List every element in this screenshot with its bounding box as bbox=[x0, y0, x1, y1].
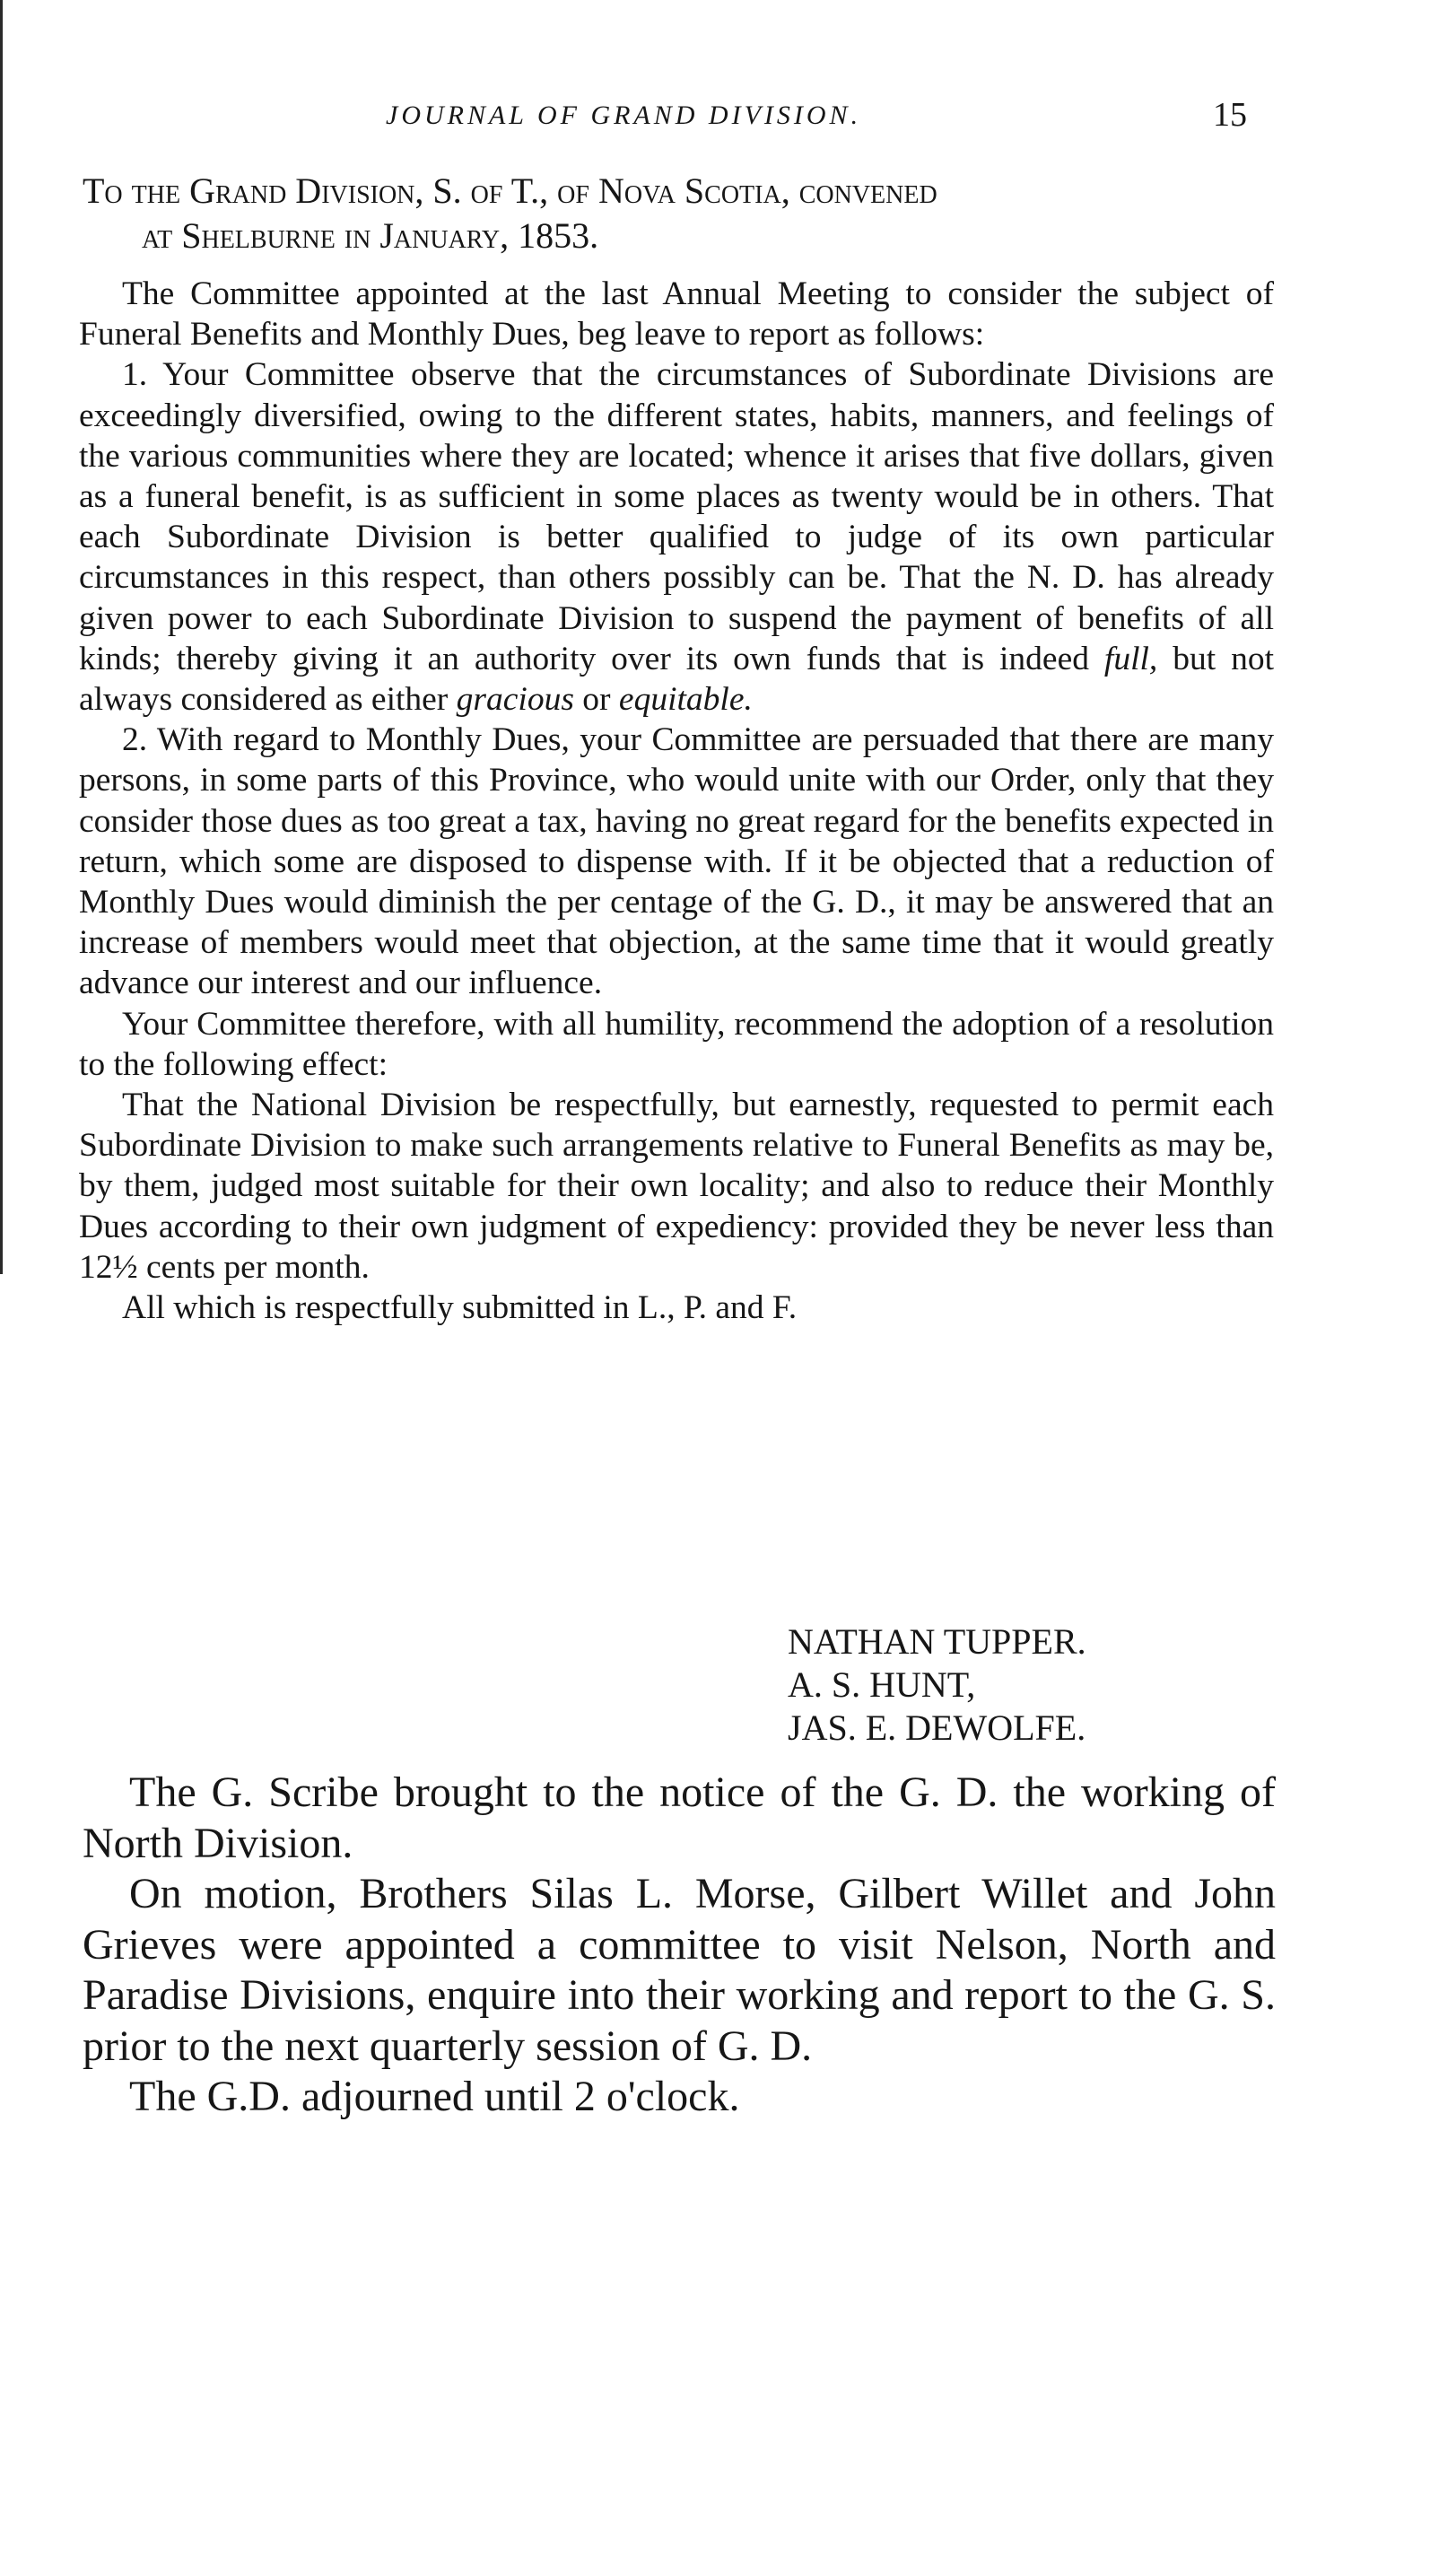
report-heading-line-1: To the Grand Division, S. of T., of Nova Scotia, convened bbox=[83, 170, 937, 211]
page-number: 15 bbox=[1213, 96, 1247, 134]
report-point-1-text: 1. Your Committee observe that the circumstances of Subordinate Divisions are exceedingly diversified, owing to the different states, habits, manners, and feelings of the various communities where they are located; whence it arises that five dollars, given as a funeral benefit, is as sufficient in some places as twenty would be in others. That each Subordinate Division is better qualified to judge of its own particular circumstances in this respect, than others possibly can be. That the N. D. has already given power to each Subordinate Division to suspend the payment of benefits of all kinds; thereby giving it an authority over its own funds that is indeed bbox=[79, 356, 1274, 677]
report-point-1-gracious: gracious bbox=[456, 681, 574, 719]
report-heading bbox=[83, 169, 1276, 258]
report-resolution: That the National Division be respectfully, but earnestly, requested to permit each Subordinate Division to make such arrangements relative to Funeral Benefits as may be, by them, judged most suitable for their own locality; and also to reduce their Monthly Dues according to their own judgment of expediency: provided they be never less than 12½ cents per month. bbox=[79, 1087, 1274, 1286]
report-submitted: All which is respectfully submitted in L., P. and F. bbox=[122, 1289, 798, 1327]
running-head: JOURNAL OF GRAND DIVISION. bbox=[386, 100, 862, 130]
report-recommendation: Your Committee therefore, with all humility, recommend the adoption of a resolution to the following effect: bbox=[79, 1005, 1274, 1083]
minute-motion: On motion, Brothers Silas L. Morse, Gilbert Willet and John Grieves were appointed a committee to visit Nelson, North and Paradise Divisions, enquire into their working and report to the G. S. prior to the next quarterly session of G. D. bbox=[83, 1870, 1276, 2070]
signature-3: JAS. E. DEWOLFE. bbox=[788, 1707, 1086, 1748]
signature-2: A. S. HUNT, bbox=[788, 1664, 976, 1705]
session-minutes bbox=[83, 1768, 1276, 2123]
signature-1: NATHAN TUPPER. bbox=[788, 1621, 1086, 1662]
report-point-1-or: or bbox=[582, 681, 611, 719]
report-point-1-equitable: equitable. bbox=[618, 681, 753, 719]
minute-adjourned: The G.D. adjourned until 2 o'clock. bbox=[129, 2073, 740, 2120]
report-intro: The Committee appointed at the last Annual Meeting to consider the subject of Funeral Benefits and Monthly Dues, beg leave to report as follows: bbox=[79, 275, 1274, 354]
report-point-1-full: full, bbox=[1103, 640, 1158, 677]
report-point-1 bbox=[79, 354, 1274, 720]
report-point-1-mid: but not always considered as either bbox=[79, 640, 1275, 719]
minute-scribe: The G. Scribe brought to the notice of the G. D. the working of North Division. bbox=[83, 1768, 1276, 1867]
page-edge-rule bbox=[0, 0, 3, 1274]
report-point-2: 2. With regard to Monthly Dues, your Committee are persuaded that there are many persons, in some parts of this Province, who would unite with our Order, only that they consider those dues as too great a tax, having no great regard for the benefits expected in return, which some are disposed to dispense with. If it be objected that a reduction of Monthly Dues would diminish the per centage of the G. D., it may be answered that an increase of members would meet that objection, at the same time that it would greatly advance our interest and our influence. bbox=[79, 721, 1274, 1002]
signature-block bbox=[788, 1620, 1086, 1750]
committee-report bbox=[79, 274, 1274, 1328]
report-heading-line-2: at Shelburne in January, 1853. bbox=[142, 215, 599, 256]
